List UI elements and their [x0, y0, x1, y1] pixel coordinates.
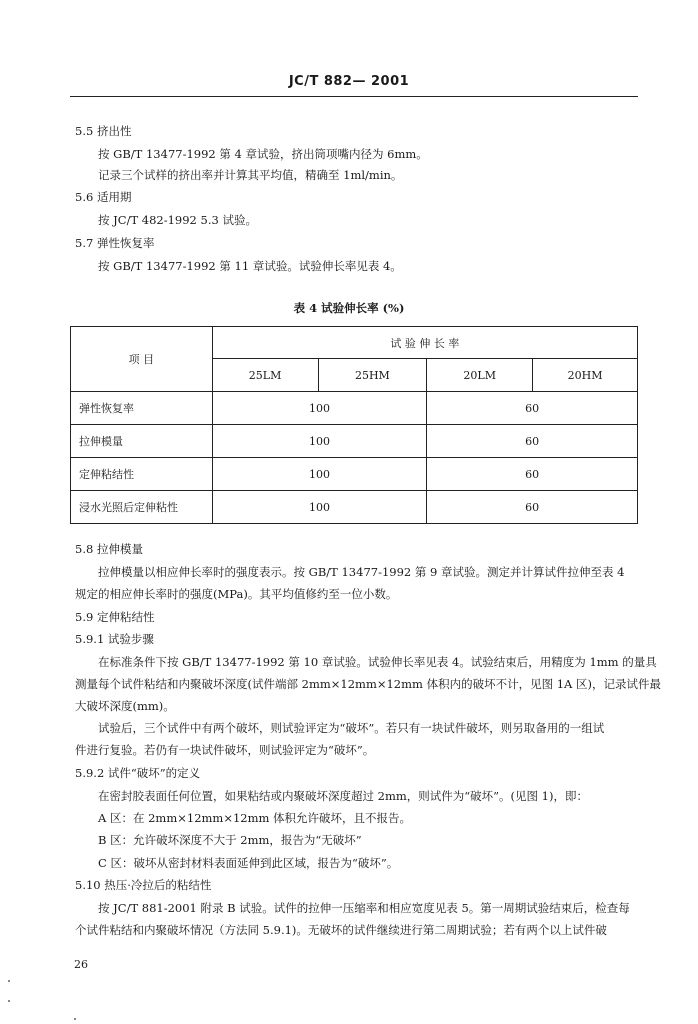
section-5-8-title: 5.8 拉伸模量: [75, 542, 143, 556]
scan-speck: [74, 1018, 76, 1020]
item-header-cell: 项 目: [71, 327, 213, 392]
section-5-9-2-text: C 区：破坏从密封材料表面延伸到此区域，报告为“破坏”。: [98, 856, 399, 870]
section-5-9-1-text: 件进行复验。若仍有一块试件破坏，则试验评定为“破坏”。: [75, 743, 375, 757]
section-5-9-title: 5.9 定伸粘结性: [75, 610, 155, 624]
section-5-10-text: 按 JC/T 881-2001 附录 B 试验。试件的拉伸一压缩率和相应宽度见表 5。第一周期试验结束后，检查每: [98, 901, 630, 915]
value-25-class: 100: [212, 425, 427, 458]
section-5-7-title: 5.7 弹性恢复率: [75, 236, 155, 250]
section-5-5-title: 5.5 挤出性: [75, 124, 132, 138]
table-row: [71, 491, 638, 524]
column-header-20hm: 20HM: [533, 359, 638, 392]
section-5-6-title: 5.6 适用期: [75, 190, 132, 204]
section-5-8-text: 拉伸模量以相应伸长率时的强度表示。按 GB/T 13477-1992 第 9 章试验。测定并计算试件拉伸至表 4: [98, 565, 625, 579]
section-5-10-text: 个试件粘结和内聚破坏情况（方法同 5.9.1)。无破坏的试件继续进行第二周期试验；若有两个以上试件破: [75, 923, 607, 937]
standard-code-header: JC/T 882— 2001: [288, 74, 410, 89]
section-5-7-text: 按 GB/T 13477-1992 第 11 章试验。试验伸长率见表 4。: [98, 259, 402, 273]
section-5-9-1-text: 测量每个试件粘结和内聚破坏深度(试件端部 2mm×12mm×12mm 体积内的破坏不计，见图 1A 区)，记录试件最: [75, 677, 661, 691]
section-5-6-text: 按 JC/T 482-1992 5.3 试验。: [98, 213, 257, 227]
table-header-row: [71, 327, 638, 359]
table-row: [71, 458, 638, 491]
section-5-9-2-text: 在密封胶表面任何位置，如果粘结或内聚破坏深度超过 2mm，则试件为“破坏”。(见图 1)，即：: [98, 789, 588, 803]
row-label: 浸水光照后定伸粘性: [71, 491, 213, 524]
value-25-class: 100: [212, 392, 427, 425]
table-4: [70, 326, 638, 524]
section-5-9-1-text: 试验后，三个试件中有两个破坏，则试验评定为“破坏”。若只有一块试件破坏，则另取备用的一组试: [98, 721, 605, 735]
value-25-class: 100: [212, 458, 427, 491]
table-4-caption: 表 4 试验伸长率 (%): [293, 301, 405, 315]
table-row: [71, 425, 638, 458]
row-label: 弹性恢复率: [71, 392, 213, 425]
value-20-class: 60: [427, 458, 638, 491]
section-5-9-2-text: B 区：允许破坏深度不大于 2mm，报告为“无破坏”: [98, 833, 362, 847]
value-20-class: 60: [427, 392, 638, 425]
page-number: 26: [74, 958, 88, 971]
section-5-10-title: 5.10 热压·冷拉后的粘结性: [75, 878, 212, 892]
section-5-8-text: 规定的相应伸长率时的强度(MPa)。其平均值修约至一位小数。: [75, 587, 398, 601]
section-5-5-text: 按 GB/T 13477-1992 第 4 章试验，挤出筒项嘴内径为 6mm。: [98, 147, 428, 161]
scan-speck: [8, 980, 10, 982]
test-elongation-header-cell: 试 验 伸 长 率: [212, 327, 637, 359]
section-5-9-1-title: 5.9.1 试验步骤: [75, 632, 154, 646]
value-20-class: 60: [427, 425, 638, 458]
column-header-25lm: 25LM: [212, 359, 318, 392]
value-20-class: 60: [427, 491, 638, 524]
header-rule: [70, 96, 638, 97]
row-label: 拉伸模量: [71, 425, 213, 458]
value-25-class: 100: [212, 491, 427, 524]
row-label: 定伸粘结性: [71, 458, 213, 491]
column-header-25hm: 25HM: [318, 359, 427, 392]
table-row: [71, 392, 638, 425]
section-5-9-2-text: A 区：在 2mm×12mm×12mm 体积允许破坏，且不报告。: [98, 811, 412, 825]
section-5-5-text: 记录三个试样的挤出率并计算其平均值，精确至 1ml/min。: [98, 168, 403, 182]
section-5-9-2-title: 5.9.2 试件“破坏”的定义: [75, 766, 201, 780]
section-5-9-1-text: 在标准条件下按 GB/T 13477-1992 第 10 章试验。试验伸长率见表 4。试验结束后，用精度为 1mm 的量具: [98, 655, 657, 669]
section-5-9-1-text: 大破坏深度(mm)。: [75, 699, 175, 713]
column-header-20lm: 20LM: [427, 359, 533, 392]
scan-speck: [8, 1000, 10, 1002]
